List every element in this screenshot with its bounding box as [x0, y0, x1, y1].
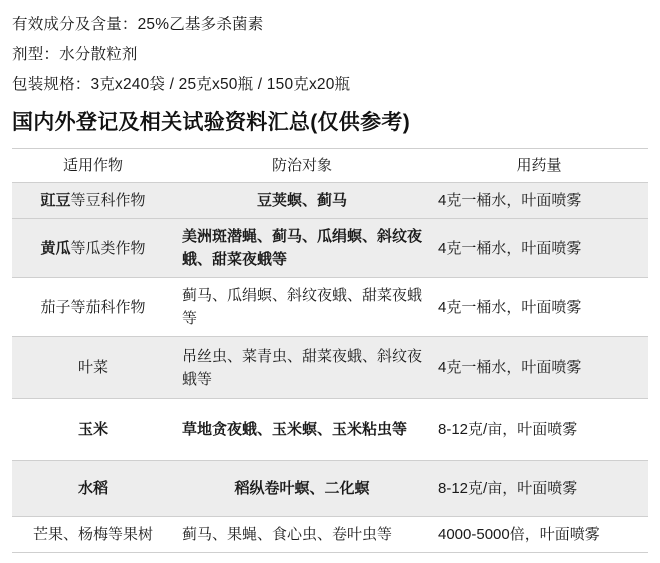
crop-name-rest: 茄子等茄科作物 [40, 298, 146, 316]
cell-target: 豆荚螟、蓟马 [174, 183, 430, 219]
table-header-row [12, 149, 648, 183]
cell-dose: 8-12克/亩，叶面喷雾 [430, 399, 648, 461]
cell-target: 蓟马、果蝇、食心虫、卷叶虫等 [174, 517, 430, 553]
crop-name-rest: 芒果、杨梅等果树 [32, 526, 153, 543]
crop-name-rest: 叶菜 [77, 359, 108, 376]
cell-crop [12, 219, 174, 278]
cell-dose: 4克一桶水，叶面喷雾 [430, 183, 648, 219]
crop-name-bold: 豇豆 [40, 192, 71, 209]
cell-crop [12, 278, 174, 337]
cell-crop [12, 517, 174, 553]
cell-crop [12, 183, 174, 219]
cell-target: 蓟马、瓜绢螟、斜纹夜蛾、甜菜夜蛾等 [174, 278, 430, 337]
crop-name-bold: 黄瓜 [40, 239, 71, 257]
spec-active-ingredient: 有效成分及含量：25%乙基多杀菌素 [12, 16, 264, 33]
table-row [12, 278, 648, 337]
table-row [12, 517, 648, 553]
crop-name-rest: 等瓜类作物 [70, 239, 146, 257]
spec-formulation: 剂型：水分散粒剂 [12, 46, 138, 63]
column-header-dose: 用药量 [430, 149, 648, 183]
cell-target: 稻纵卷叶螟、二化螟 [174, 461, 430, 517]
product-specs [12, 10, 648, 100]
table-row [12, 337, 648, 399]
cell-target: 吊丝虫、菜青虫、甜菜夜蛾、斜纹夜蛾等 [174, 337, 430, 399]
crop-name-rest: 等豆科作物 [70, 192, 146, 209]
cell-dose: 4克一桶水，叶面喷雾 [430, 278, 648, 337]
table-row [12, 399, 648, 461]
column-header-crop: 适用作物 [12, 149, 174, 183]
table-row [12, 219, 648, 278]
table-row [12, 461, 648, 517]
cell-dose: 4000-5000倍，叶面喷雾 [430, 517, 648, 553]
crop-name-bold: 玉米 [77, 421, 108, 438]
cell-dose: 8-12克/亩，叶面喷雾 [430, 461, 648, 517]
cell-crop [12, 337, 174, 399]
section-title: 国内外登记及相关试验资料汇总(仅供参考) [12, 111, 410, 134]
cell-crop [12, 461, 174, 517]
cell-crop [12, 399, 174, 461]
column-header-target: 防治对象 [174, 149, 430, 183]
cell-target: 草地贪夜蛾、玉米螟、玉米粘虫等 [174, 399, 430, 461]
spec-packaging: 包装规格：3克x240袋 / 25克x50瓶 / 150克x20瓶 [12, 76, 351, 93]
cell-target: 美洲斑潜蝇、蓟马、瓜绢螟、斜纹夜蛾、甜菜夜蛾等 [174, 219, 430, 278]
crop-name-bold: 水稻 [77, 480, 108, 497]
registration-table [12, 148, 648, 553]
table-row [12, 183, 648, 219]
cell-dose: 4克一桶水，叶面喷雾 [430, 337, 648, 399]
cell-dose: 4克一桶水，叶面喷雾 [430, 219, 648, 278]
